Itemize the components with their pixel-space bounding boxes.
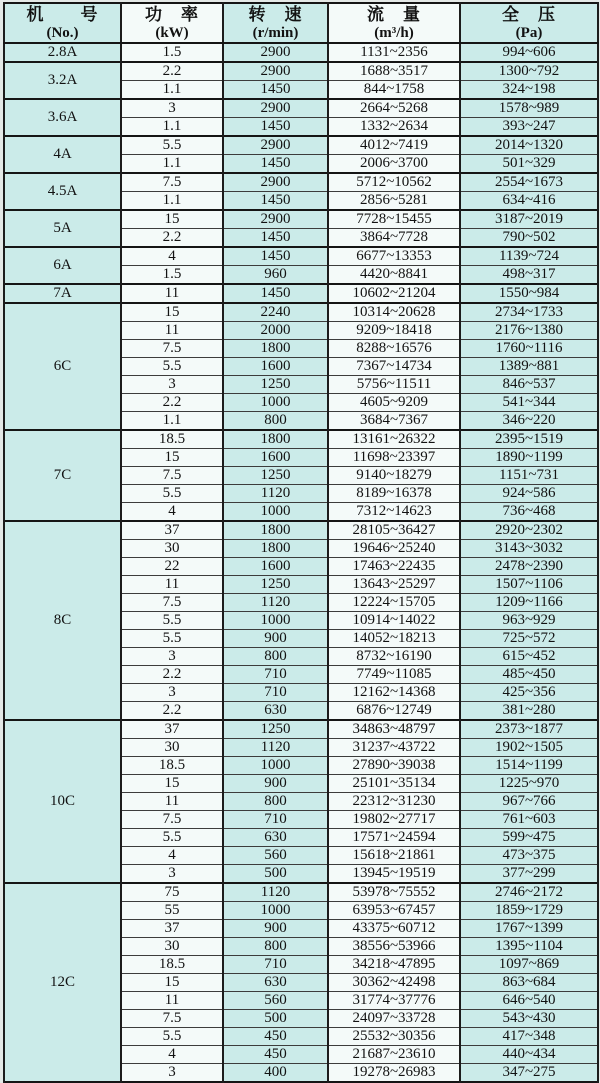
speed-cell: 2900 — [223, 136, 328, 155]
speed-cell: 560 — [223, 847, 328, 865]
flow-cell: 2856~5281 — [328, 192, 460, 211]
header-flow-title: 流 量 — [367, 5, 421, 24]
pressure-cell: 924~586 — [460, 485, 598, 503]
speed-cell: 1450 — [223, 192, 328, 211]
pressure-cell: 863~684 — [460, 974, 598, 992]
header-speed — [223, 3, 328, 43]
pressure-cell: 615~452 — [460, 648, 598, 666]
pressure-cell: 543~430 — [460, 1010, 598, 1028]
model-cell: 6C — [4, 303, 121, 430]
pressure-cell: 3143~3032 — [460, 540, 598, 558]
pressure-cell: 324~198 — [460, 81, 598, 100]
speed-cell: 1000 — [223, 612, 328, 630]
speed-cell: 1250 — [223, 467, 328, 485]
power-cell: 5.5 — [121, 485, 223, 503]
header-power-unit: (kW) — [155, 25, 189, 41]
pressure-cell: 501~329 — [460, 155, 598, 174]
speed-cell: 960 — [223, 266, 328, 285]
power-cell: 1.1 — [121, 155, 223, 174]
power-cell: 4 — [121, 1046, 223, 1064]
flow-cell: 24097~33728 — [328, 1010, 460, 1028]
table-header — [4, 3, 598, 43]
flow-cell: 19278~26983 — [328, 1064, 460, 1083]
flow-cell: 4605~9209 — [328, 394, 460, 412]
header-pressure-title: 全 压 — [502, 5, 556, 24]
pressure-cell: 790~502 — [460, 229, 598, 248]
flow-cell: 9209~18418 — [328, 322, 460, 340]
speed-cell: 800 — [223, 412, 328, 431]
flow-cell: 25532~30356 — [328, 1028, 460, 1046]
power-cell: 15 — [121, 303, 223, 322]
power-cell: 2.2 — [121, 229, 223, 248]
speed-cell: 800 — [223, 648, 328, 666]
speed-cell: 2000 — [223, 322, 328, 340]
flow-cell: 6677~13353 — [328, 247, 460, 266]
power-cell: 7.5 — [121, 467, 223, 485]
power-cell: 30 — [121, 540, 223, 558]
flow-cell: 9140~18279 — [328, 467, 460, 485]
flow-cell: 13945~19519 — [328, 865, 460, 884]
flow-cell: 8732~16190 — [328, 648, 460, 666]
pressure-cell: 346~220 — [460, 412, 598, 431]
speed-cell: 1450 — [223, 81, 328, 100]
flow-cell: 15618~21861 — [328, 847, 460, 865]
pressure-cell: 634~416 — [460, 192, 598, 211]
model-cell: 7A — [4, 284, 121, 303]
power-cell: 5.5 — [121, 358, 223, 376]
model-cell: 6A — [4, 247, 121, 284]
flow-cell: 7728~15455 — [328, 210, 460, 229]
speed-cell: 2900 — [223, 62, 328, 81]
pressure-cell: 440~434 — [460, 1046, 598, 1064]
flow-cell: 10914~14022 — [328, 612, 460, 630]
table-body — [4, 43, 598, 1082]
flow-cell: 14052~18213 — [328, 630, 460, 648]
flow-cell: 13643~25297 — [328, 576, 460, 594]
table-row — [4, 62, 598, 81]
power-cell: 1.1 — [121, 412, 223, 431]
power-cell: 5.5 — [121, 1028, 223, 1046]
power-cell: 15 — [121, 449, 223, 467]
speed-cell: 710 — [223, 956, 328, 974]
flow-cell: 10602~21204 — [328, 284, 460, 303]
power-cell: 1.5 — [121, 266, 223, 285]
flow-cell: 7749~11085 — [328, 666, 460, 684]
pressure-cell: 2176~1380 — [460, 322, 598, 340]
flow-cell: 38556~53966 — [328, 938, 460, 956]
pressure-cell: 1209~1166 — [460, 594, 598, 612]
flow-cell: 30362~42498 — [328, 974, 460, 992]
flow-cell: 1688~3517 — [328, 62, 460, 81]
power-cell: 3 — [121, 684, 223, 702]
flow-cell: 7312~14623 — [328, 503, 460, 522]
flow-cell: 63953~67457 — [328, 902, 460, 920]
header-speed-unit: (r/min) — [252, 25, 299, 41]
power-cell: 4 — [121, 247, 223, 266]
flow-cell: 31237~43722 — [328, 739, 460, 757]
speed-cell: 1450 — [223, 284, 328, 303]
power-cell: 75 — [121, 883, 223, 902]
table-row — [4, 173, 598, 192]
pressure-cell: 736~468 — [460, 503, 598, 522]
table-row — [4, 99, 598, 118]
flow-cell: 7367~14734 — [328, 358, 460, 376]
table-row — [4, 43, 598, 62]
power-cell: 55 — [121, 902, 223, 920]
table-row — [4, 136, 598, 155]
speed-cell: 1450 — [223, 118, 328, 137]
speed-cell: 450 — [223, 1028, 328, 1046]
speed-cell: 1800 — [223, 521, 328, 540]
pressure-cell: 846~537 — [460, 376, 598, 394]
power-cell: 7.5 — [121, 1010, 223, 1028]
speed-cell: 630 — [223, 974, 328, 992]
power-cell: 7.5 — [121, 173, 223, 192]
pressure-cell: 381~280 — [460, 702, 598, 721]
pressure-cell: 393~247 — [460, 118, 598, 137]
power-cell: 1.1 — [121, 192, 223, 211]
pressure-cell: 2395~1519 — [460, 430, 598, 449]
flow-cell: 17571~24594 — [328, 829, 460, 847]
speed-cell: 1120 — [223, 594, 328, 612]
header-power — [121, 3, 223, 43]
flow-cell: 3864~7728 — [328, 229, 460, 248]
table-row — [4, 430, 598, 449]
pressure-cell: 963~929 — [460, 612, 598, 630]
table-row — [4, 883, 598, 902]
power-cell: 3 — [121, 376, 223, 394]
power-cell: 2.2 — [121, 62, 223, 81]
speed-cell: 800 — [223, 938, 328, 956]
speed-cell: 1000 — [223, 503, 328, 522]
speed-cell: 1000 — [223, 394, 328, 412]
speed-cell: 500 — [223, 865, 328, 884]
header-pressure-unit: (Pa) — [515, 25, 543, 41]
power-cell: 15 — [121, 775, 223, 793]
pressure-cell: 417~348 — [460, 1028, 598, 1046]
speed-cell: 710 — [223, 684, 328, 702]
flow-cell: 1332~2634 — [328, 118, 460, 137]
header-row — [4, 3, 598, 43]
power-cell: 18.5 — [121, 430, 223, 449]
power-cell: 1.5 — [121, 43, 223, 62]
speed-cell: 1800 — [223, 540, 328, 558]
model-cell: 2.8A — [4, 43, 121, 62]
speed-cell: 450 — [223, 1046, 328, 1064]
speed-cell: 1000 — [223, 757, 328, 775]
flow-cell: 2006~3700 — [328, 155, 460, 174]
power-cell: 7.5 — [121, 594, 223, 612]
power-cell: 30 — [121, 739, 223, 757]
header-flow-unit: (m³/h) — [374, 25, 414, 41]
speed-cell: 2240 — [223, 303, 328, 322]
pressure-cell: 1389~881 — [460, 358, 598, 376]
pressure-cell: 1225~970 — [460, 775, 598, 793]
speed-cell: 630 — [223, 702, 328, 721]
model-cell: 3.6A — [4, 99, 121, 136]
model-cell: 12C — [4, 883, 121, 1082]
flow-cell: 34218~47895 — [328, 956, 460, 974]
flow-cell: 17463~22435 — [328, 558, 460, 576]
pressure-cell: 541~344 — [460, 394, 598, 412]
speed-cell: 800 — [223, 793, 328, 811]
power-cell: 30 — [121, 938, 223, 956]
power-cell: 3 — [121, 648, 223, 666]
speed-cell: 1000 — [223, 902, 328, 920]
model-cell: 5A — [4, 210, 121, 247]
table-row — [4, 210, 598, 229]
power-cell: 3 — [121, 1064, 223, 1083]
speed-cell: 900 — [223, 920, 328, 938]
speed-cell: 1250 — [223, 376, 328, 394]
pressure-cell: 377~299 — [460, 865, 598, 884]
power-cell: 4 — [121, 847, 223, 865]
model-cell: 4A — [4, 136, 121, 173]
flow-cell: 53978~75552 — [328, 883, 460, 902]
power-cell: 2.2 — [121, 666, 223, 684]
flow-cell: 31774~37776 — [328, 992, 460, 1010]
pressure-cell: 646~540 — [460, 992, 598, 1010]
pressure-cell: 1514~1199 — [460, 757, 598, 775]
flow-cell: 2664~5268 — [328, 99, 460, 118]
pressure-cell: 967~766 — [460, 793, 598, 811]
power-cell: 22 — [121, 558, 223, 576]
pressure-cell: 2734~1733 — [460, 303, 598, 322]
model-cell: 7C — [4, 430, 121, 521]
flow-cell: 5712~10562 — [328, 173, 460, 192]
flow-cell: 19802~27717 — [328, 811, 460, 829]
power-cell: 18.5 — [121, 757, 223, 775]
flow-cell: 5756~11511 — [328, 376, 460, 394]
power-cell: 37 — [121, 720, 223, 739]
flow-cell: 11698~23397 — [328, 449, 460, 467]
flow-cell: 844~1758 — [328, 81, 460, 100]
pressure-cell: 1395~1104 — [460, 938, 598, 956]
header-speed-title: 转 速 — [248, 5, 303, 24]
flow-cell: 25101~35134 — [328, 775, 460, 793]
speed-cell: 2900 — [223, 99, 328, 118]
model-cell: 10C — [4, 720, 121, 883]
power-cell: 1.1 — [121, 118, 223, 137]
flow-cell: 1131~2356 — [328, 43, 460, 62]
model-cell: 3.2A — [4, 62, 121, 99]
pressure-cell: 498~317 — [460, 266, 598, 285]
table-row — [4, 284, 598, 303]
header-flow — [328, 3, 460, 43]
flow-cell: 6876~12749 — [328, 702, 460, 721]
power-cell: 5.5 — [121, 829, 223, 847]
table-row — [4, 247, 598, 266]
pressure-cell: 1151~731 — [460, 467, 598, 485]
pressure-cell: 2478~2390 — [460, 558, 598, 576]
fan-spec-table — [3, 2, 599, 1083]
speed-cell: 1450 — [223, 155, 328, 174]
speed-cell: 1250 — [223, 720, 328, 739]
power-cell: 3 — [121, 99, 223, 118]
pressure-cell: 3187~2019 — [460, 210, 598, 229]
flow-cell: 34863~48797 — [328, 720, 460, 739]
table-row — [4, 521, 598, 540]
speed-cell: 1450 — [223, 247, 328, 266]
pressure-cell: 2373~1877 — [460, 720, 598, 739]
flow-cell: 19646~25240 — [328, 540, 460, 558]
flow-cell: 13161~26322 — [328, 430, 460, 449]
pressure-cell: 347~275 — [460, 1064, 598, 1083]
power-cell: 3 — [121, 865, 223, 884]
power-cell: 15 — [121, 974, 223, 992]
table-row — [4, 303, 598, 322]
pressure-cell: 1300~792 — [460, 62, 598, 81]
model-cell: 4.5A — [4, 173, 121, 210]
speed-cell: 710 — [223, 811, 328, 829]
power-cell: 37 — [121, 521, 223, 540]
pressure-cell: 599~475 — [460, 829, 598, 847]
speed-cell: 1120 — [223, 485, 328, 503]
flow-cell: 12162~14368 — [328, 684, 460, 702]
power-cell: 2.2 — [121, 702, 223, 721]
power-cell: 4 — [121, 503, 223, 522]
pressure-cell: 1139~724 — [460, 247, 598, 266]
flow-cell: 12224~15705 — [328, 594, 460, 612]
power-cell: 1.1 — [121, 81, 223, 100]
pressure-cell: 425~356 — [460, 684, 598, 702]
pressure-cell: 473~375 — [460, 847, 598, 865]
pressure-cell: 1760~1116 — [460, 340, 598, 358]
power-cell: 11 — [121, 576, 223, 594]
power-cell: 2.2 — [121, 394, 223, 412]
speed-cell: 400 — [223, 1064, 328, 1083]
flow-cell: 28105~36427 — [328, 521, 460, 540]
flow-cell: 4420~8841 — [328, 266, 460, 285]
flow-cell: 43375~60712 — [328, 920, 460, 938]
pressure-cell: 1767~1399 — [460, 920, 598, 938]
speed-cell: 1250 — [223, 576, 328, 594]
flow-cell: 10314~20628 — [328, 303, 460, 322]
speed-cell: 900 — [223, 775, 328, 793]
flow-cell: 4012~7419 — [328, 136, 460, 155]
pressure-cell: 1507~1106 — [460, 576, 598, 594]
pressure-cell: 2746~2172 — [460, 883, 598, 902]
speed-cell: 1600 — [223, 558, 328, 576]
header-model-unit: (No.) — [46, 25, 79, 41]
speed-cell: 2900 — [223, 43, 328, 62]
pressure-cell: 1550~984 — [460, 284, 598, 303]
pressure-cell: 1890~1199 — [460, 449, 598, 467]
power-cell: 7.5 — [121, 340, 223, 358]
speed-cell: 900 — [223, 630, 328, 648]
flow-cell: 27890~39038 — [328, 757, 460, 775]
speed-cell: 2900 — [223, 210, 328, 229]
speed-cell: 1120 — [223, 883, 328, 902]
pressure-cell: 725~572 — [460, 630, 598, 648]
pressure-cell: 2920~2302 — [460, 521, 598, 540]
power-cell: 11 — [121, 992, 223, 1010]
power-cell: 5.5 — [121, 630, 223, 648]
header-pressure — [460, 3, 598, 43]
power-cell: 5.5 — [121, 136, 223, 155]
flow-cell: 8189~16378 — [328, 485, 460, 503]
power-cell: 11 — [121, 793, 223, 811]
pressure-cell: 1859~1729 — [460, 902, 598, 920]
speed-cell: 1450 — [223, 229, 328, 248]
pressure-cell: 1097~869 — [460, 956, 598, 974]
speed-cell: 1800 — [223, 340, 328, 358]
header-power-title: 功 率 — [145, 5, 199, 24]
speed-cell: 560 — [223, 992, 328, 1010]
power-cell: 11 — [121, 322, 223, 340]
power-cell: 11 — [121, 284, 223, 303]
pressure-cell: 2014~1320 — [460, 136, 598, 155]
pressure-cell: 485~450 — [460, 666, 598, 684]
power-cell: 18.5 — [121, 956, 223, 974]
power-cell: 7.5 — [121, 811, 223, 829]
power-cell: 15 — [121, 210, 223, 229]
speed-cell: 710 — [223, 666, 328, 684]
speed-cell: 630 — [223, 829, 328, 847]
flow-cell: 21687~23610 — [328, 1046, 460, 1064]
pressure-cell: 2554~1673 — [460, 173, 598, 192]
speed-cell: 2900 — [223, 173, 328, 192]
speed-cell: 1600 — [223, 449, 328, 467]
model-cell: 8C — [4, 521, 121, 720]
pressure-cell: 1902~1505 — [460, 739, 598, 757]
speed-cell: 1120 — [223, 739, 328, 757]
pressure-cell: 994~606 — [460, 43, 598, 62]
header-model — [4, 3, 121, 43]
power-cell: 37 — [121, 920, 223, 938]
flow-cell: 8288~16576 — [328, 340, 460, 358]
speed-cell: 1600 — [223, 358, 328, 376]
speed-cell: 1800 — [223, 430, 328, 449]
speed-cell: 500 — [223, 1010, 328, 1028]
table-row — [4, 720, 598, 739]
flow-cell: 3684~7367 — [328, 412, 460, 431]
pressure-cell: 761~603 — [460, 811, 598, 829]
header-model-title: 机 号 — [26, 5, 99, 24]
pressure-cell: 1578~989 — [460, 99, 598, 118]
power-cell: 5.5 — [121, 612, 223, 630]
flow-cell: 22312~31230 — [328, 793, 460, 811]
